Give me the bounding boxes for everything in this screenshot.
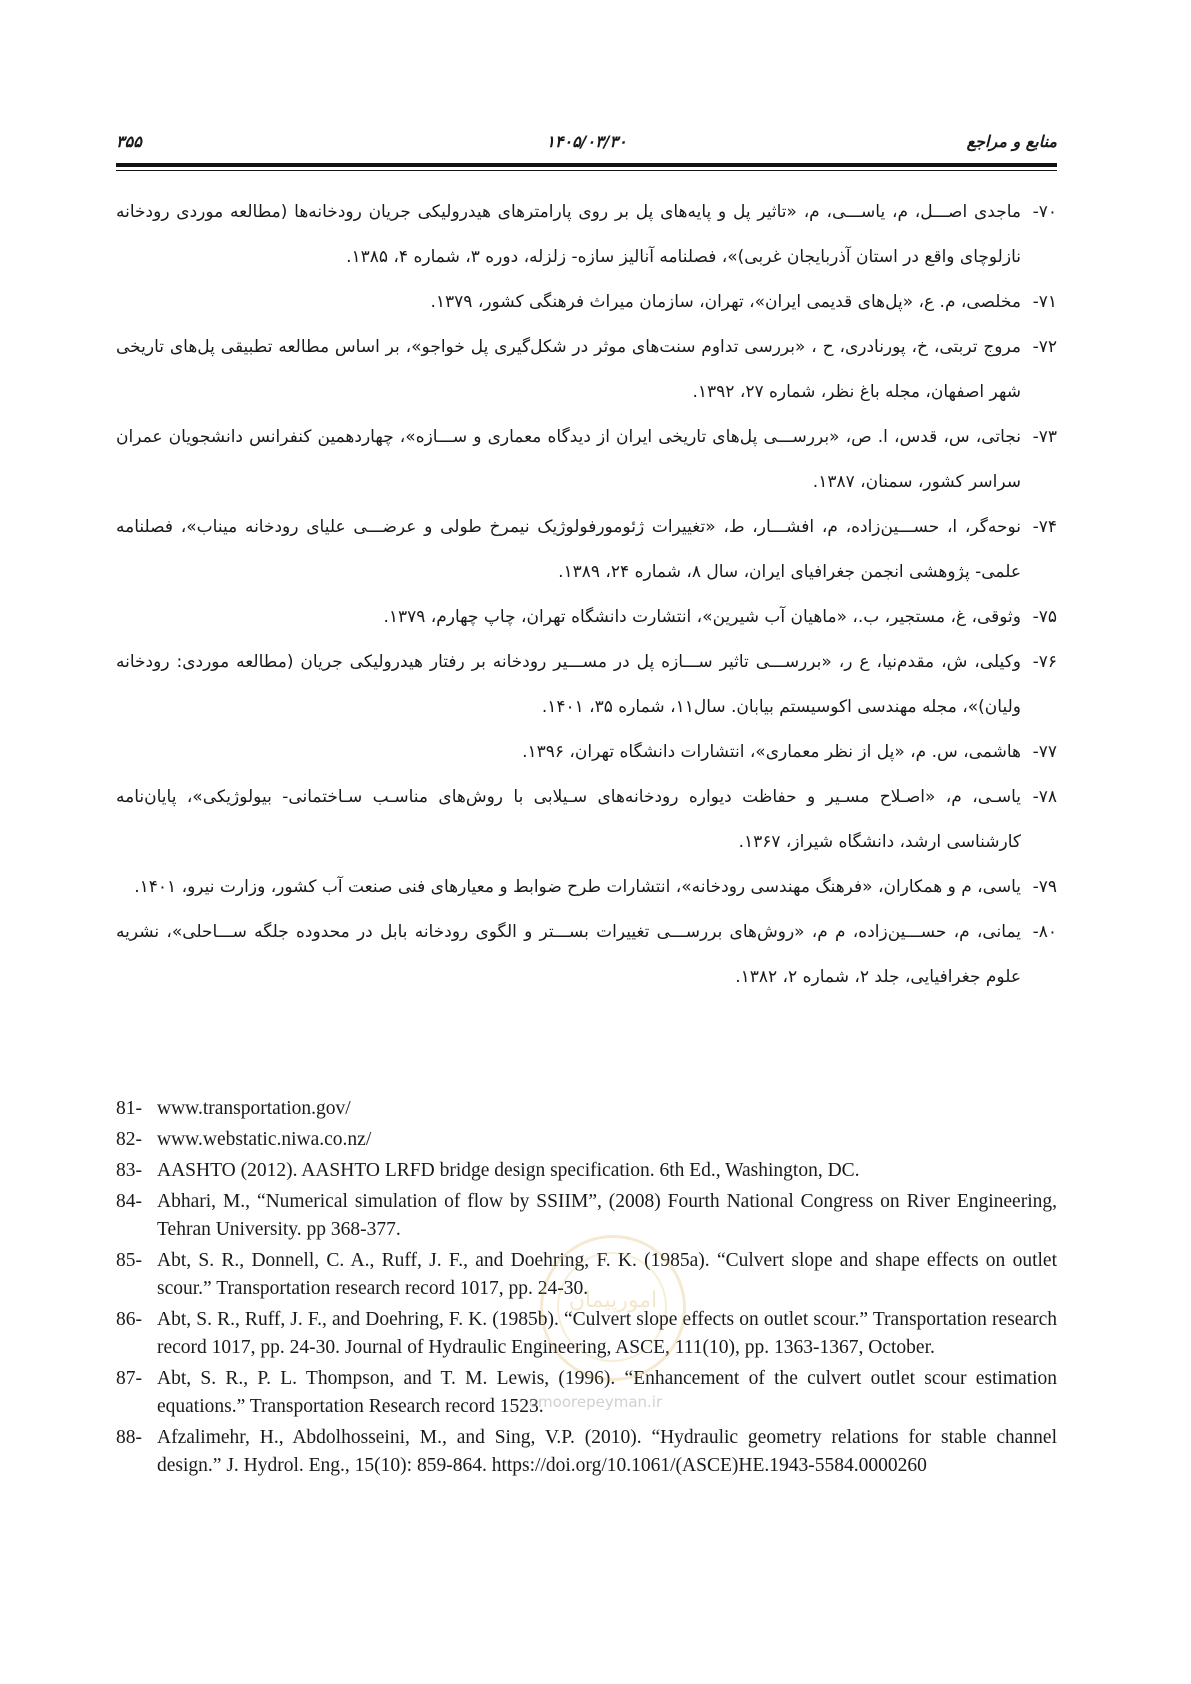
header-rule-thin [116,170,1057,171]
reference-text: یاسـی، م، «اصـلاح مسـیر و حفاظت دیواره رودخانه‌های سـیلابی با روش‌های مناسـب سـاختمانی- بیولوژیکی»، پایان‌نامه کارشناسی ارشد، دانشگاه شیراز، ۱۳۶۷. [116,787,1021,852]
reference-number: 84- [116,1191,142,1212]
reference-text: www.transportation.gov/ [157,1098,351,1119]
watermark-logo [540,1235,686,1381]
reference-text: نجاتی، س، قدس، ا. ص، «بررســـی پل‌های تاریخی ایران از دیدگاه معماری و ســـازه»، چهاردهمین کنفرانس دانشجویان عمران سراسر کشور، سمنان، ۱۳۸۷. [116,427,1021,492]
reference-item [116,1126,1057,1154]
reference-item [116,865,1057,910]
reference-item [116,595,1057,640]
reference-text: Abhari, M., “Numerical simulation of flow by SSIIM”, (2008) Fourth National Congress on River Engineering, Tehran University. pp 368-377. [157,1191,1057,1240]
reference-item [116,505,1057,595]
reference-number: ۷۱- [1032,292,1057,312]
reference-text: نوحه‌گر، ا، حســـین‌زاده، م، افشـــار، ط، «تغییرات ژئومورفولوژیک نیمرخ طولی و عرضـــی علیای رودخانه میناب»، فصلنامه علمی- پژوهشی انجمن جغرافیای ایران، سال ۸، شماره ۲۴، ۱۳۸۹. [116,517,1021,582]
page-header [116,132,1057,156]
reference-item [116,325,1057,415]
reference-item [116,730,1057,775]
reference-number: ۸۰- [1032,922,1057,942]
reference-item [116,280,1057,325]
reference-item [116,1095,1057,1123]
reference-number: 83- [116,1160,142,1181]
reference-text: هاشمی، س. م، «پل از نظر معماری»، انتشارات دانشگاه تهران، ۱۳۹۶. [522,742,1021,762]
reference-text: Abt, S. R., Donnell, C. A., Ruff, J. F., and Doehring, F. K. (1985a). “Culvert slope and shape effects on outlet scour.” Transportation research record 1017, pp. 24-30. [157,1250,1057,1299]
reference-number: ۷۷- [1032,742,1057,762]
header-date: ۱۴۰۵/۰۳/۳۰ [546,132,627,151]
persian-reference-list [116,190,1057,1000]
reference-number: ۷۲- [1032,337,1057,357]
watermark-logo-text: امورپیمان [568,1288,658,1313]
reference-number: ۷۵- [1032,607,1057,627]
reference-item [116,1424,1057,1480]
reference-text: یمانی، م، حســـین‌زاده، م م، «روش‌های بررســـی تغییرات بســـتر و الگوی رودخانه بابل در محدوده جلگه ســـاحلی»، نشریه علوم جغرافیایی، جلد ۲، شماره ۲، ۱۳۸۲. [116,922,1021,987]
reference-number: ۷۶- [1032,652,1057,672]
reference-text: وثوقی، غ، مستجیر، ب.، «ماهیان آب شیرین»، انتشارت دانشگاه تهران، چاپ چهارم، ۱۳۷۹. [383,607,1021,627]
reference-text: Abt, S. R., Ruff, J. F., and Doehring, F. K. (1985b). “Culvert slope effects on outlet scour.” Transportation research record 1017, pp. 24-30. Journal of Hydraulic Engineering, ASCE, 111(10), pp. 1363-1367, October. [157,1309,1057,1358]
reference-number: ۷۰- [1032,202,1057,222]
reference-text: Abt, S. R., P. L. Thompson, and T. M. Lewis, (1996). “Enhancement of the culvert outlet scour estimation equations.” Transportation Research record 1523. [157,1368,1057,1417]
reference-item [116,1188,1057,1244]
reference-number: ۷۹- [1032,877,1057,897]
reference-number: 82- [116,1129,142,1150]
reference-text: Afzalimehr, H., Abdolhosseini, M., and Sing, V.P. (2010). “Hydraulic geometry relations for stable channel design.” J. Hydrol. Eng., 15(10): 859-864. https://doi.org/10.1061/(ASCE)HE.1943-5584.0000260 [157,1427,1057,1476]
reference-item [116,640,1057,730]
reference-number: 87- [116,1368,142,1389]
reference-text: ماجدی اصـــل، م، یاســـی، م، «تاثیر پل و پایه‌های پل بر روی پارامترهای هیدرولیکی جریان رودخانه‌ها (مطالعه موردی رودخانه نازلوچای واقع در استان آذربایجان غربی)»، فصلنامه آنالیز سازه- زلزله، دوره ۳، شماره ۴، ۱۳۸۵. [116,202,1021,267]
reference-item [116,190,1057,280]
reference-item [116,415,1057,505]
header-rule-thick [116,163,1057,167]
page-number: ۳۵۵ [116,132,142,151]
reference-number: ۷۳- [1032,427,1057,447]
reference-number: 88- [116,1427,142,1448]
reference-number: ۷۴- [1032,517,1057,537]
reference-number: 86- [116,1309,142,1330]
reference-text: AASHTO (2012). AASHTO LRFD bridge design specification. 6th Ed., Washington, DC. [157,1160,860,1181]
reference-number: 85- [116,1250,142,1271]
reference-text: www.webstatic.niwa.co.nz/ [157,1129,372,1150]
reference-text: یاسی، م و همکاران، «فرهنگ مهندسی رودخانه»، انتشارات طرح ضوابط و معیارهای فنی صنعت آب کشور، وزارت نیرو، ۱۴۰۱. [134,877,1021,897]
watermark-site: omoorepeyman.ir [528,1393,663,1411]
reference-item [116,910,1057,1000]
reference-text: مروج تربتی، خ، پورنادری، ح ، «بررسی تداوم سنت‌های موثر در شکل‌گیری پل خواجو»، بر اساس مطالعه تطبیقی پل‌های تاریخی شهر اصفهان، مجله باغ نظر، شماره ۲۷، ۱۳۹۲. [116,337,1021,402]
reference-text: وکیلی، ش، مقدم‌نیا، ع ر، «بررســـی تاثیر ســـازه پل در مســـیر رودخانه بر رفتار هیدرولیکی جریان (مطالعه موردی: رودخانه ولیان)»، مجله مهندسی اکوسیستم بیابان. سال۱۱، شماره ۳۵، ۱۴۰۱. [116,652,1021,717]
reference-number: ۷۸- [1032,787,1057,807]
section-title: منابع و مراجع [966,132,1057,151]
reference-item [116,775,1057,865]
reference-item [116,1157,1057,1185]
reference-text: مخلصی، م. ع، «پل‌های قدیمی ایران»، تهران، سازمان میراث فرهنگی کشور، ۱۳۷۹. [430,292,1021,312]
reference-number: 81- [116,1098,142,1119]
